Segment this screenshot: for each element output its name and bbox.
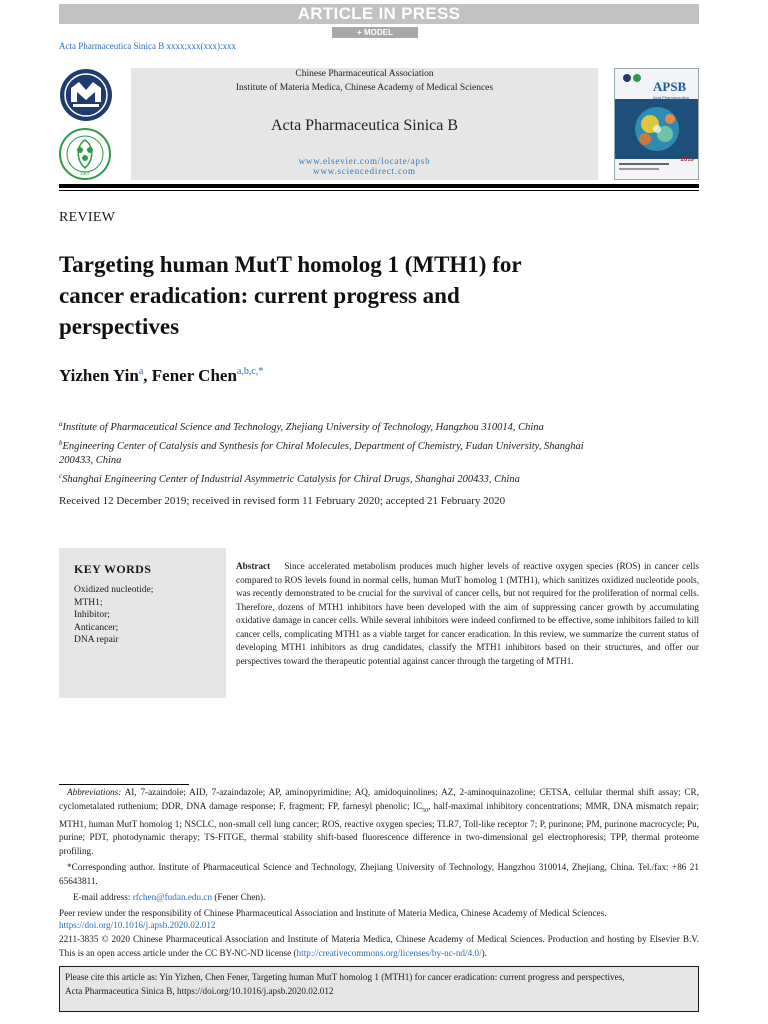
- doi-link[interactable]: https://doi.org/10.1016/j.apsb.2020.02.012: [59, 920, 216, 930]
- abbreviations-text: , half-maximal inhibitory concentrations; MMR, DNA mismatch repair; MTH1, human MutT homolog 1; NSCLC, non-small cell lung cancer; ROS, reactive oxygen species; TLR7, Toll-like receptor 7; P, purinone; PM, purinone macrocycle; Pu, purine; PDT, photodynamic therapy; TS-FITGE, thermal stability shift-based fluorescence difference in two-dimensional gel electrophoresis; TPP, thermal proteome profiling.: [59, 800, 699, 856]
- corresponding-author-note: *Corresponding author. Institute of Pharmaceutical Science and Technology, Zhejiang University of Technology, Hangzhou 310014, Zhejiang, China. Tel./fax: +86 21 65643811.: [59, 862, 699, 886]
- article-title: [59, 249, 679, 342]
- footnotes: [59, 786, 699, 920]
- author-name[interactable]: Fener Chen: [151, 366, 237, 385]
- title-line: Targeting human MutT homolog 1 (MTH1) for: [59, 252, 522, 277]
- journal-header-box: [131, 68, 598, 180]
- affiliation-text: Institute of Pharmaceutical Science and Technology, Zhejiang University of Technology, Hangzhou 310014, China: [62, 422, 544, 433]
- ic50-subscript: 50: [422, 807, 429, 814]
- author-list: [59, 366, 263, 386]
- abbreviations-text: AI, 7-azaindole; AID, 7-azaindazole; AP, aminopyrimidine; AQ, amidoquinolines; AZ, 2-aminoquinazoline; CETSA, cellular thermal shift assay; CR, cyclometalated ruthenium; DDR, DNA damage response; F, fragment; FP, farnesyl phenolic; IC: [59, 787, 699, 811]
- svg-text:1907: 1907: [79, 171, 91, 176]
- keywords-box: [59, 548, 226, 698]
- citation-line: Please cite this article as: Yin Yizhen, Chen Fener, Targeting human MutT homolog 1 (MTH1) for cancer eradication: current progress and perspectives,: [65, 972, 625, 982]
- keyword-item: MTH1;: [74, 597, 103, 608]
- cover-year: 2019: [680, 157, 694, 163]
- affiliation-link[interactable]: a: [138, 366, 144, 377]
- copyright-text: ).: [481, 947, 487, 958]
- cover-subtitle: Acta Pharmaceutica Sinica B: [653, 95, 689, 105]
- sciencedirect-url-link[interactable]: www.sciencedirect.com: [313, 166, 416, 176]
- email-note: [59, 891, 699, 905]
- affiliation-marker: b: [59, 438, 63, 447]
- affiliation-marker: c: [59, 471, 63, 480]
- email-suffix: (Fener Chen).: [212, 892, 266, 903]
- title-line: perspectives: [59, 314, 180, 339]
- association-name: Chinese Pharmaceutical Association: [295, 69, 434, 79]
- keywords-list: [74, 584, 153, 647]
- model-tag: + MODEL: [332, 27, 418, 38]
- cpa-logo-icon: [56, 128, 114, 180]
- affiliation-text: Shanghai Engineering Center of Industrial Asymmetric Catalysis for Chiral Drugs, Shanghai 200433, China: [62, 473, 520, 485]
- author-name[interactable]: Yizhen Yin: [59, 366, 139, 385]
- citation-box: [59, 966, 699, 1012]
- article-in-press-banner: ARTICLE IN PRESS: [59, 4, 699, 24]
- affiliation-text: Engineering Center of Catalysis and Synthesis for Chiral Molecules, Department of Chemistry, Fudan University, Shanghai 200433, China: [59, 440, 584, 466]
- keyword-item: DNA repair: [74, 635, 119, 645]
- abstract-text: Since accelerated metabolism produces much higher levels of reactive oxygen species (ROS) in cancer cells compared to ROS levels found in normal cells, human MutT homolog 1 (MTH1), which sanitizes oxidized nucleotide pools, was recently demonstrated to be crucial for the survival of cancer cells, but not required for the proliferation of normal cells. Therefore, dozens of MTH1 inhibitors have been developed with the aim of suppressing cancer growth by accumulating oxidative damage in cancer cells. While several inhibitors were indeed confirmed to be effective, some inhibitors failed to kill cancer cells, complicating MTH1 as a viable target for cancer eradication. In this review, we summarize the current status of developing MTH1 inhibitors as drug candidates, classify the MTH1 inhibitors based on their structures, and offer our perspectives toward the therapeutic potential against cancer through the targeting of MTH1.: [236, 561, 699, 666]
- received-dates: Received 12 December 2019; received in revised form 11 February 2020; accepted 21 February 2020: [59, 495, 506, 507]
- affiliation-c: [59, 469, 619, 488]
- keyword-item: Oxidized nucleotide;: [74, 585, 154, 595]
- email-link[interactable]: rfchen@fudan.edu.cn: [132, 892, 213, 903]
- copyright-note: [59, 933, 699, 960]
- cas-logo-icon: [59, 68, 113, 122]
- corresponding-author-star[interactable]: *: [258, 366, 264, 377]
- peer-review-note: Peer review under the responsibility of Chinese Pharmaceutical Association and Institute of Materia Medica, Chinese Academy of Medical Sciences.: [59, 907, 607, 918]
- header-rule: [59, 184, 699, 188]
- abstract-label: Abstract: [236, 561, 271, 571]
- abbreviations-label: Abbreviations:: [67, 787, 122, 797]
- keyword-item: Anticancer;: [74, 622, 119, 633]
- abstract: [236, 560, 699, 668]
- abbreviations-note: [59, 786, 699, 858]
- journal-cover-image: [614, 68, 699, 180]
- copyright-text: 2211-3835 © 2020 Chinese Pharmaceutical Association and Institute of Materia Medica, Chinese Academy of Medical Sciences. Production and hosting by Elsevier B.V. This is an open access article under the CC BY-NC-ND license (: [59, 934, 699, 958]
- affiliation-a: [59, 417, 619, 436]
- journal-name: Acta Pharmaceutica Sinica B: [270, 117, 459, 134]
- keyword-item: Inhibitor;: [74, 610, 110, 620]
- affiliation-marker: a: [59, 420, 63, 428]
- header-rule-thin: [59, 190, 699, 191]
- institute-name: Institute of Materia Medica, Chinese Academy of Medical Sciences: [235, 83, 494, 93]
- journal-reference-link[interactable]: Acta Pharmaceutica Sinica B xxxx;xxx(xxx):xxx: [59, 41, 236, 51]
- affiliations: [59, 417, 619, 487]
- affiliation-link[interactable]: a,b,c,: [236, 366, 259, 377]
- keywords-title: KEY WORDS: [74, 562, 152, 576]
- affiliation-b: [59, 436, 619, 469]
- footnote-rule: [59, 784, 189, 785]
- email-label: E-mail address:: [73, 892, 133, 903]
- license-link[interactable]: http://creativecommons.org/licenses/by-nc-nd/4.0/: [296, 947, 482, 958]
- author-separator: ,: [143, 366, 152, 385]
- cover-title: APSB: [653, 79, 687, 94]
- article-type: REVIEW: [59, 210, 116, 225]
- title-line: cancer eradication: current progress and: [59, 283, 460, 308]
- citation-line: Acta Pharmaceutica Sinica B, https://doi.org/10.1016/j.apsb.2020.02.012: [65, 985, 334, 996]
- elsevier-url-link[interactable]: www.elsevier.com/locate/apsb: [298, 156, 431, 166]
